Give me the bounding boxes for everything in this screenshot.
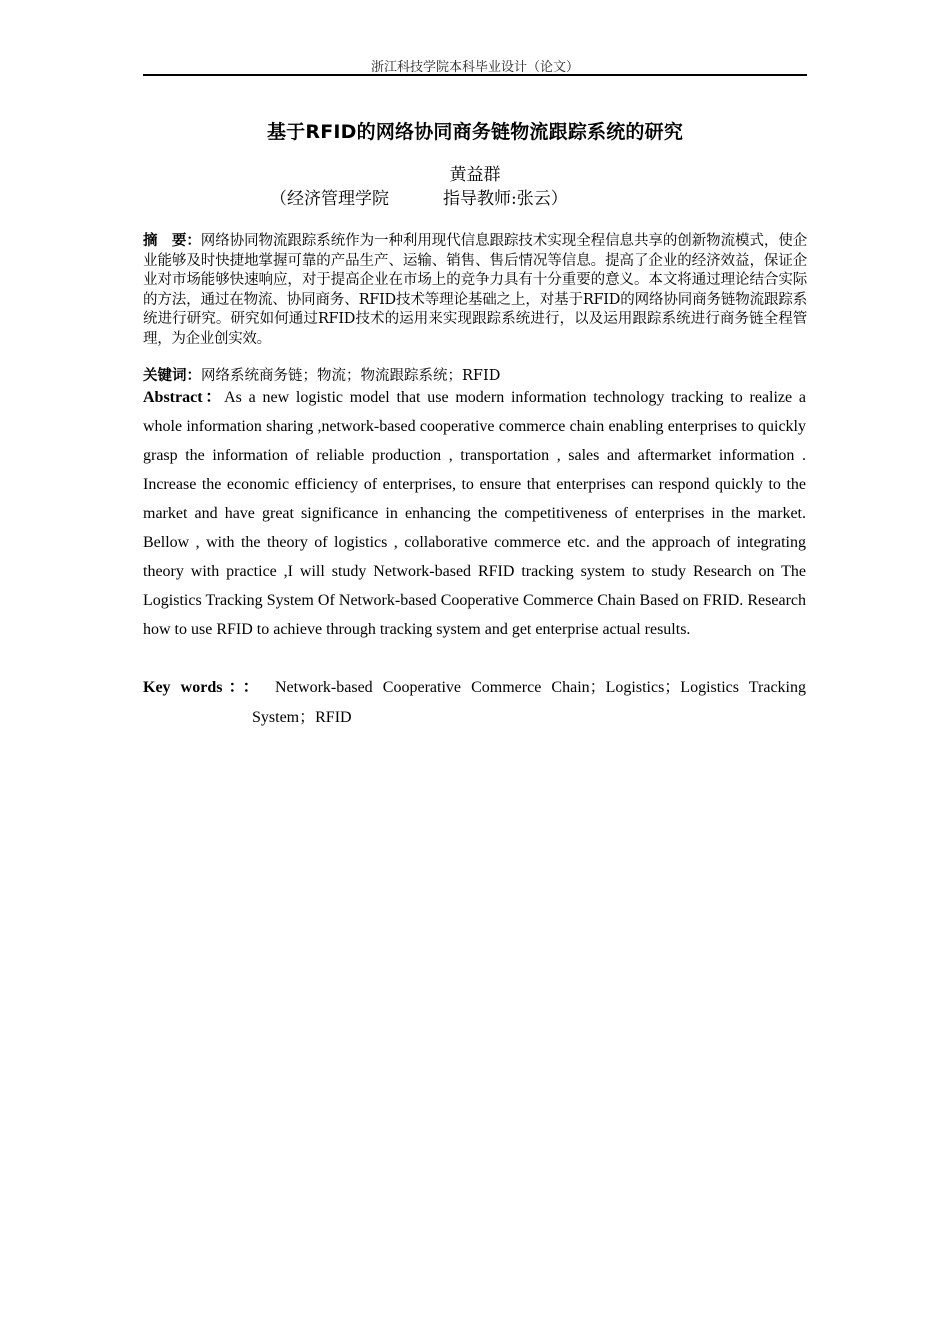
author-name: 黄益群 [449, 165, 501, 185]
english-abstract-text: As a new logistic model that use modern information technology tracking to realize a whole information sharing ,network-based cooperative commerce chain enabling enterprises to quickly grasp the information of reliable production , transportation , sales and aftermarket information . Increase the economic efficiency of enterprises, to ensure that enterprises can respond quickly to the market and have great significance in enhancing the competitiveness of enterprises in the market. Bellow , with the theory of logistics , collaborative commerce etc. and the approach of integrating theory with practice ,I will study Network-based RFID tracking system to study Research on The Logistics Tracking System Of Network-based Cooperative Commerce Chain Based on FRID. Research how to use RFID to achieve through tracking system and get enterprise actual results. [143, 389, 806, 638]
chinese-abstract [143, 232, 807, 349]
chinese-keywords-text: 网络系统商务链；物流；物流跟踪系统；RFID [201, 368, 501, 384]
chinese-abstract-label: 摘 要： [143, 233, 201, 249]
chinese-keywords-label: 关键词： [143, 368, 201, 384]
english-keywords [143, 673, 806, 703]
author-affiliation: （经济管理学院 指导教师:张云） [270, 189, 568, 209]
running-header: 浙江科技学院本科毕业设计（论文） [370, 60, 579, 75]
header-rule [143, 74, 807, 76]
paper-title: 基于RFID的网络协同商务链物流跟踪系统的研究 [266, 121, 684, 143]
english-keywords-text-line2: System；RFID [252, 709, 352, 726]
english-keywords-text-line1: Network-based Cooperative Commerce Chain；Logistics；Logistics Tracking [274, 679, 806, 696]
english-abstract [143, 383, 806, 644]
english-abstract-label: Abstract： [143, 389, 225, 406]
english-keywords-label: Key words：： [143, 679, 265, 696]
chinese-abstract-text: 网络协同物流跟踪系统作为一种利用现代信息跟踪技术实现全程信息共享的创新物流模式，使企业能够及时快捷地掌握可靠的产品生产、运输、销售、售后情况等信息。提高了企业的经济效益，保证企业对市场能够快速响应，对于提高企业在市场上的竞争力具有十分重要的意义。本文将通过理论结合实际的方法，通过在物流、协同商务、RFID技术等理论基础之上，对基于RFID的网络协同商务链物流跟踪系统进行研究。研究如何通过RFID技术的运用来实现跟踪系统进行，以及运用跟踪系统进行商务链全程管理，为企业创实效。 [143, 233, 807, 347]
